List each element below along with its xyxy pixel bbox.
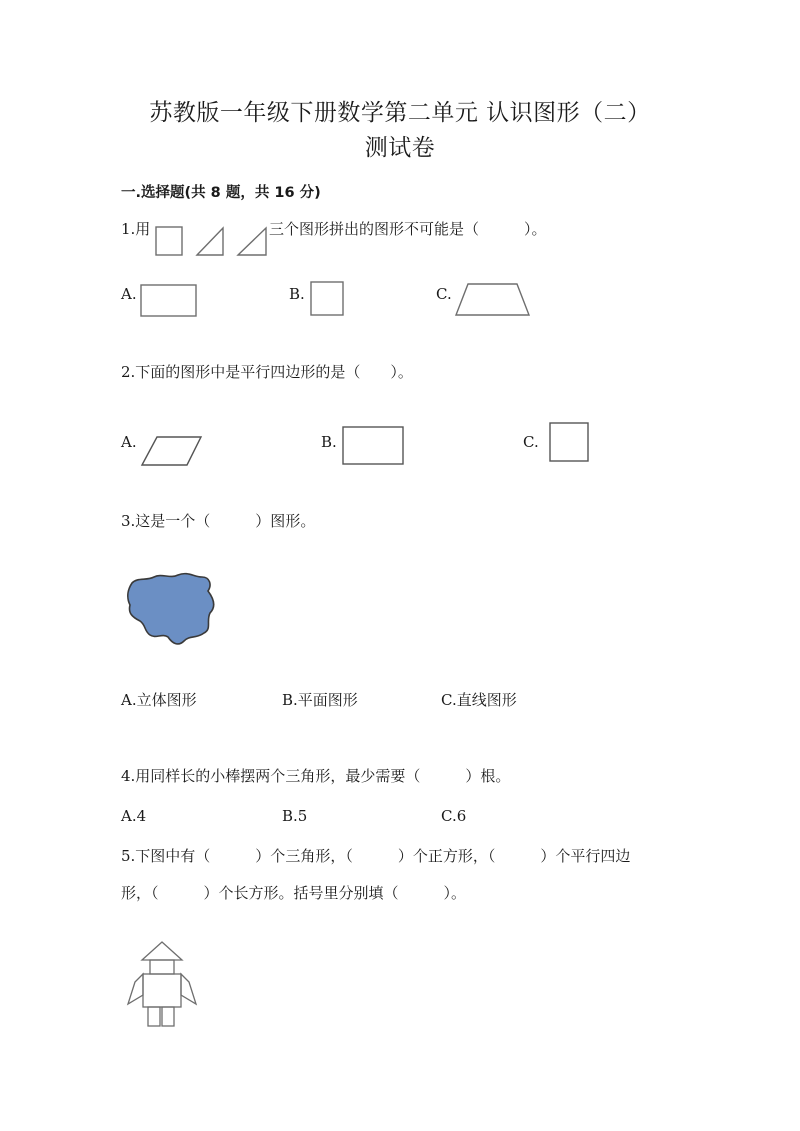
parallelogram-icon [141,436,203,467]
robot-right-leg [162,1007,174,1026]
q3-option-a[interactable]: A.立体图形 [121,691,197,709]
q2-option-c-label[interactable]: C. [523,433,539,451]
square-icon [155,226,183,256]
question-2-text: 2.下面的图形中是平行四边形的是（ ）。 [121,363,413,381]
robot-right-arm [181,974,196,1004]
q4-option-a[interactable]: A.4 [121,807,147,825]
rectangle-icon [140,284,198,318]
robot-left-arm [128,974,143,1004]
blob-shape-icon [124,569,218,649]
question-1-text: 三个图形拼出的图形不可能是（ ）。 [269,220,547,238]
robot-body-rectangle [143,974,181,1007]
q2-option-a-label[interactable]: A. [121,433,137,451]
question-4-text: 4.用同样长的小棒摆两个三角形，最少需要（ ）根。 [121,767,511,785]
square-icon [310,281,345,316]
q2-option-b-label[interactable]: B. [321,433,337,451]
question-3-text: 3.这是一个（ ）图形。 [121,512,316,530]
section-heading: 一.选择题(共 8 题，共 16 分) [121,185,321,201]
question-5-line2: 形，（ ）个长方形。括号里分别填（ ）。 [121,884,467,902]
square-icon [549,422,590,462]
robot-figure-icon [126,940,202,1028]
right-triangle-icon [195,226,225,256]
robot-head-square [150,960,174,974]
question-5-line1: 5.下图中有（ ）个三角形，（ ）个正方形，（ ）个平行四边 [121,847,631,865]
question-1-prefix: 1.用 [121,220,151,238]
q3-option-b[interactable]: B.平面图形 [282,691,358,709]
robot-left-leg [148,1007,160,1026]
page-title-line1: 苏教版一年级下册数学第二单元 认识图形（二） [149,100,651,126]
page-title-line2: 测试卷 [364,135,436,161]
q4-option-b[interactable]: B.5 [282,807,308,825]
q4-option-c[interactable]: C.6 [441,807,467,825]
q1-option-a-label[interactable]: A. [121,285,137,303]
rectangle-icon [342,426,405,466]
q3-option-c[interactable]: C.直线图形 [441,691,517,709]
q1-option-c-label[interactable]: C. [436,285,452,303]
q1-option-b-label[interactable]: B. [289,285,305,303]
trapezoid-icon [455,283,531,317]
robot-hat-triangle [142,942,182,960]
right-triangle-icon [236,226,268,256]
